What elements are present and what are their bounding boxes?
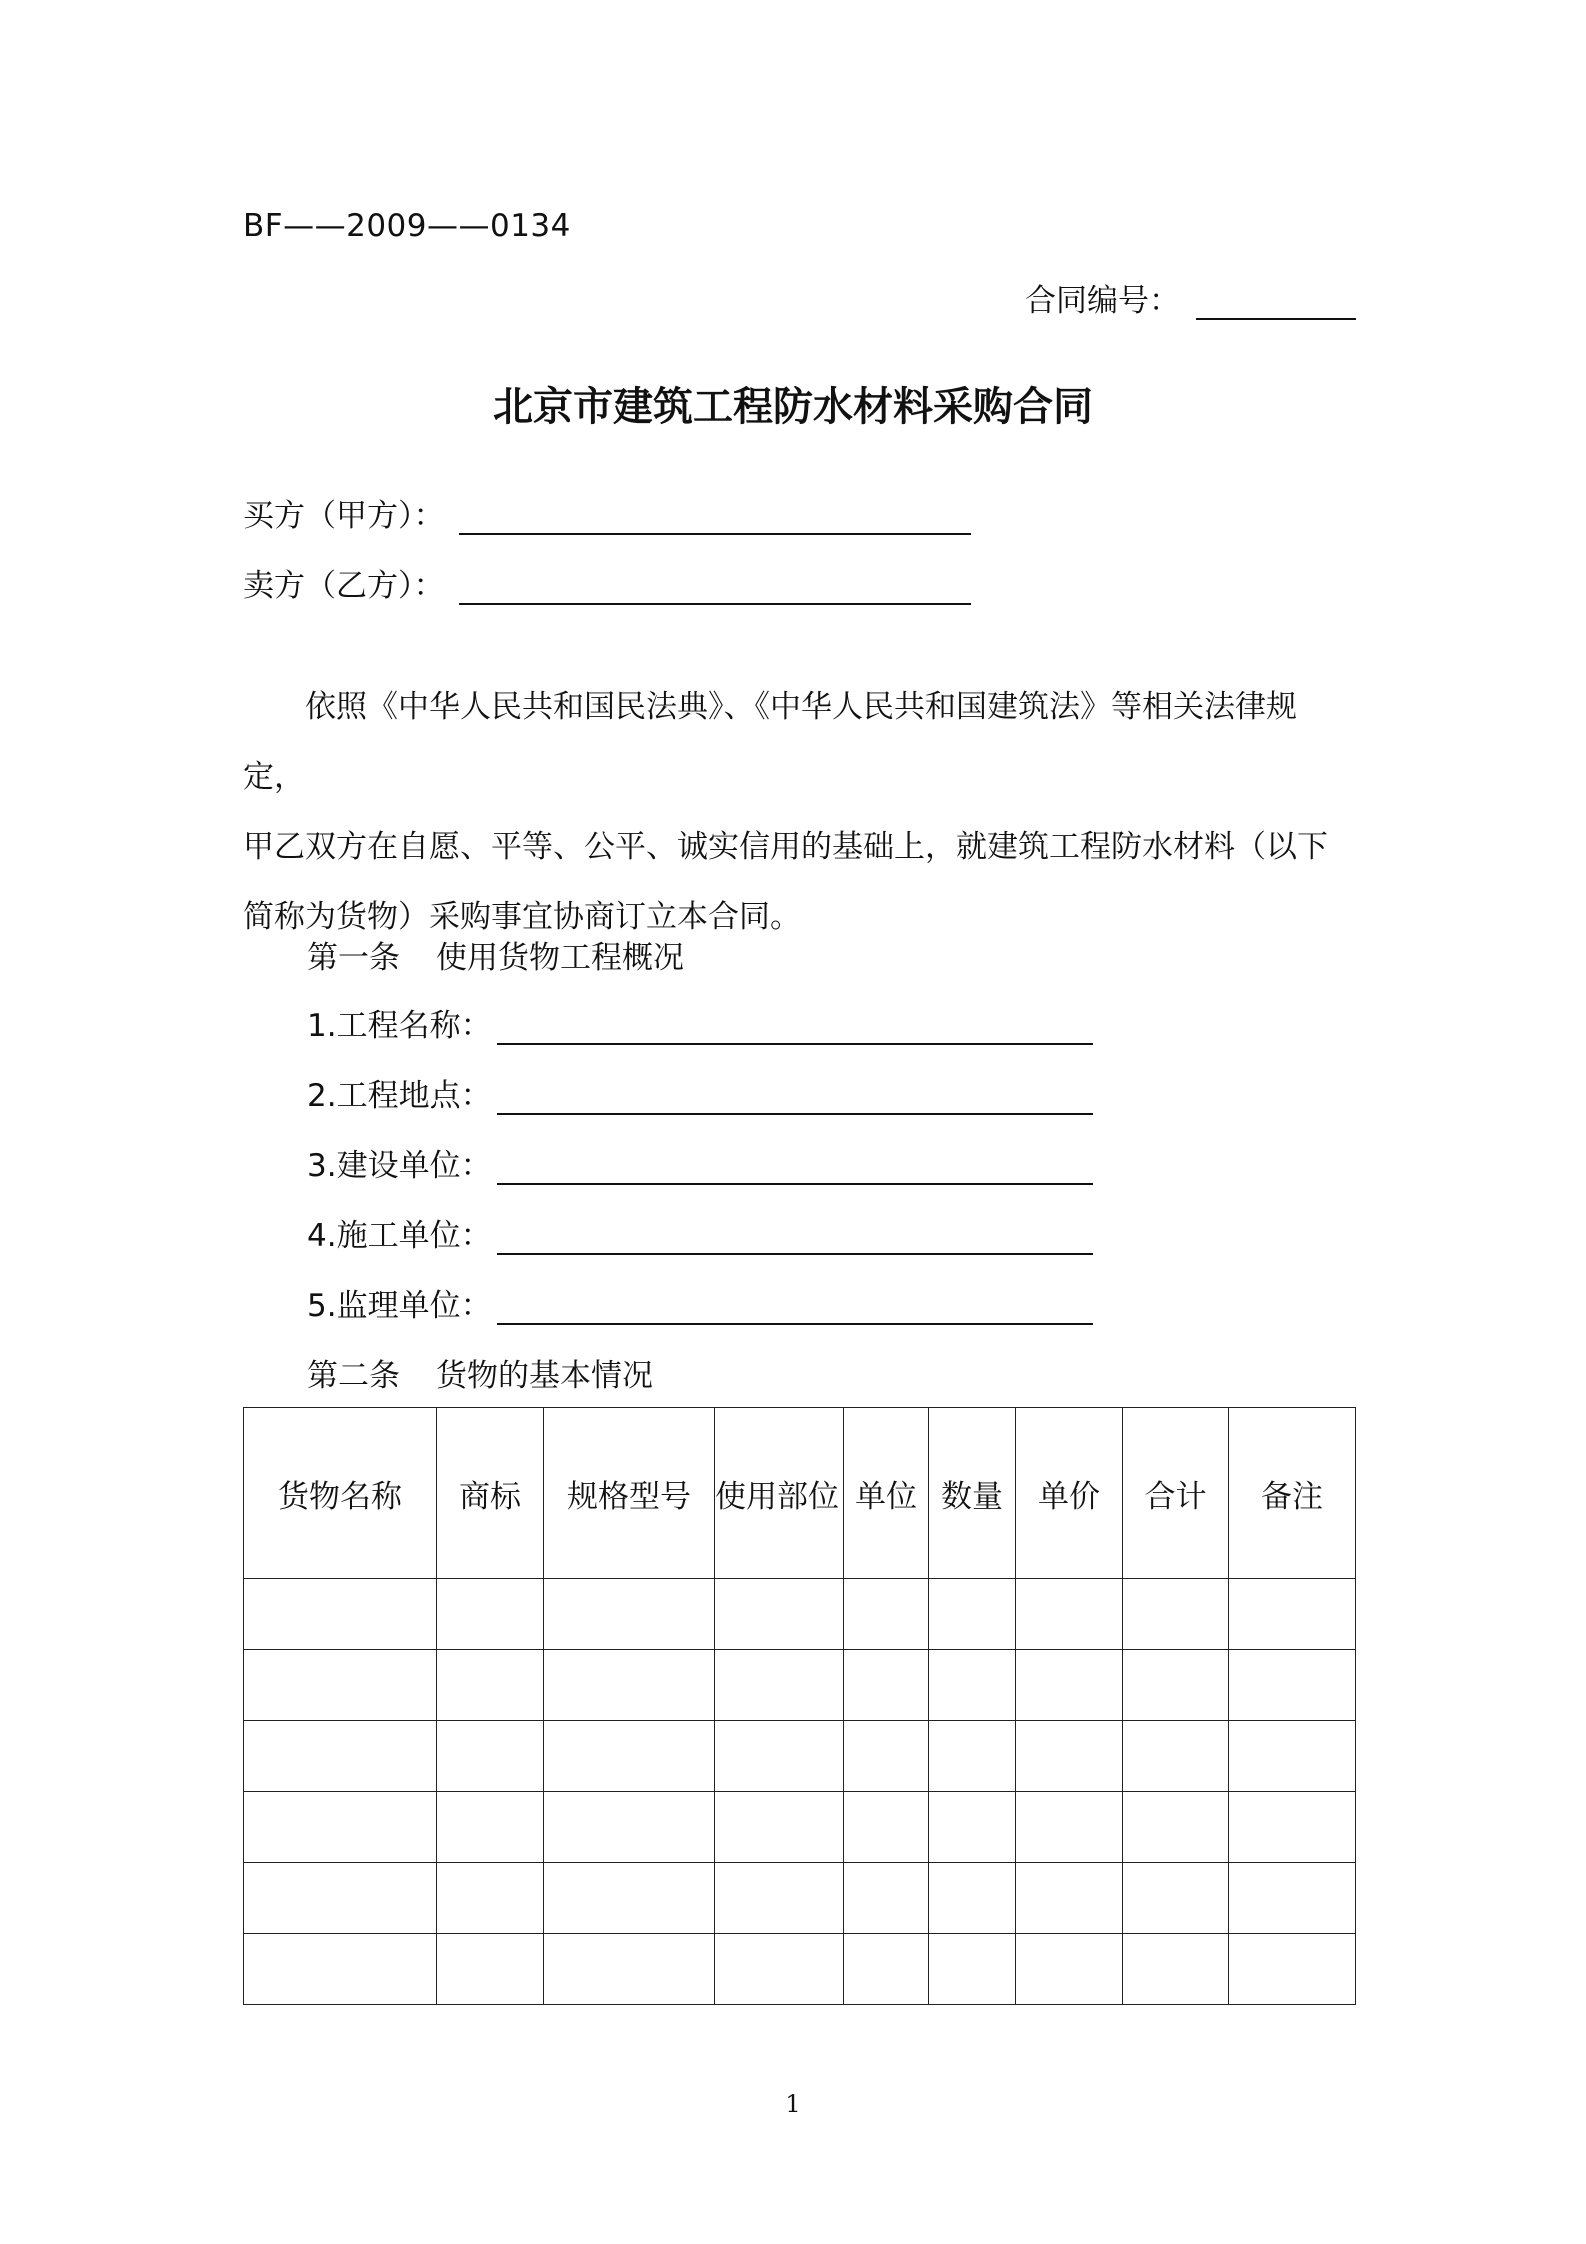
field-label: 3.建设单位： — [307, 1148, 492, 1184]
field-blank — [497, 1003, 1093, 1045]
table-cell[interactable] — [844, 1579, 929, 1650]
intro-line: 甲乙双方在自愿、平等、公平、诚实信用的基础上，就建筑工程防水材料（以下 — [243, 829, 1328, 865]
table-cell[interactable] — [1016, 1792, 1123, 1863]
table-cell[interactable] — [1016, 1721, 1123, 1792]
table-cell[interactable] — [715, 1650, 844, 1721]
table-row — [244, 1650, 1356, 1721]
buyer-label: 买方（甲方）： — [243, 498, 445, 534]
table-cell[interactable] — [244, 1792, 437, 1863]
field-blank — [497, 1143, 1093, 1185]
article-2-title: 货物的基本情况 — [436, 1358, 653, 1394]
table-cell[interactable] — [844, 1721, 929, 1792]
field-project-location — [307, 1070, 1093, 1115]
table-cell[interactable] — [929, 1792, 1016, 1863]
column-header: 单价 — [1016, 1408, 1123, 1579]
table-cell[interactable] — [1229, 1934, 1356, 2005]
table-cell[interactable] — [844, 1650, 929, 1721]
table-cell[interactable] — [715, 1934, 844, 2005]
column-header: 货物名称 — [244, 1408, 437, 1579]
field-project-name — [307, 1000, 1093, 1045]
field-blank — [497, 1073, 1093, 1115]
table-cell[interactable] — [544, 1863, 715, 1934]
document-title: 北京市建筑工程防水材料采购合同 — [493, 384, 1093, 430]
table-cell[interactable] — [1229, 1792, 1356, 1863]
buyer-blank — [459, 493, 971, 535]
table-cell[interactable] — [1123, 1863, 1229, 1934]
table-cell[interactable] — [844, 1934, 929, 2005]
intro-paragraph — [243, 672, 1353, 952]
table-cell[interactable] — [1123, 1792, 1229, 1863]
contract-number-label: 合同编号： — [1025, 283, 1180, 319]
table-cell[interactable] — [244, 1934, 437, 2005]
seller-blank — [459, 563, 971, 605]
table-cell[interactable] — [715, 1863, 844, 1934]
article-1-heading — [307, 932, 684, 977]
field-blank — [497, 1283, 1093, 1325]
table-row — [244, 1863, 1356, 1934]
table-cell[interactable] — [929, 1721, 1016, 1792]
field-supervision-unit — [307, 1280, 1093, 1325]
table-cell[interactable] — [437, 1650, 544, 1721]
table-cell[interactable] — [929, 1650, 1016, 1721]
page-number: 1 — [785, 2090, 801, 2118]
article-1-title: 使用货物工程概况 — [436, 940, 684, 976]
column-header: 使用部位 — [715, 1408, 844, 1579]
table-cell[interactable] — [715, 1721, 844, 1792]
column-header: 数量 — [929, 1408, 1016, 1579]
table-cell[interactable] — [929, 1579, 1016, 1650]
table-cell[interactable] — [1016, 1579, 1123, 1650]
table-cell[interactable] — [544, 1650, 715, 1721]
table-cell[interactable] — [244, 1721, 437, 1792]
table-row — [244, 1579, 1356, 1650]
field-label: 4.施工单位： — [307, 1218, 492, 1254]
table-row — [244, 1934, 1356, 2005]
table-row — [244, 1792, 1356, 1863]
article-2-number: 第二条 — [307, 1358, 400, 1394]
table-cell[interactable] — [1229, 1721, 1356, 1792]
buyer-field — [243, 490, 971, 535]
table-cell[interactable] — [437, 1721, 544, 1792]
table-cell[interactable] — [1229, 1579, 1356, 1650]
table-cell[interactable] — [1123, 1934, 1229, 2005]
table-cell[interactable] — [715, 1579, 844, 1650]
seller-label: 卖方（乙方）： — [243, 568, 445, 604]
column-header: 规格型号 — [544, 1408, 715, 1579]
table-cell[interactable] — [1016, 1934, 1123, 2005]
article-2-heading — [307, 1350, 653, 1395]
table-cell[interactable] — [1016, 1650, 1123, 1721]
table-cell[interactable] — [715, 1792, 844, 1863]
document-code: BF——2009——0134 — [243, 208, 571, 244]
column-header: 备注 — [1229, 1408, 1356, 1579]
field-construction-unit — [307, 1140, 1093, 1185]
field-contractor-unit — [307, 1210, 1093, 1255]
column-header: 合计 — [1123, 1408, 1229, 1579]
table-cell[interactable] — [437, 1863, 544, 1934]
table-header-row — [244, 1408, 1356, 1579]
table-cell[interactable] — [244, 1579, 437, 1650]
intro-line: 简称为货物）采购事宜协商订立本合同。 — [243, 899, 801, 935]
table-cell[interactable] — [244, 1863, 437, 1934]
table-cell[interactable] — [244, 1650, 437, 1721]
field-label: 5.监理单位： — [307, 1288, 492, 1324]
table-cell[interactable] — [544, 1721, 715, 1792]
table-cell[interactable] — [1123, 1579, 1229, 1650]
table-cell[interactable] — [844, 1792, 929, 1863]
intro-line: 依照《中华人民共和国民法典》、《中华人民共和国建筑法》等相关法律规定， — [243, 689, 1297, 795]
field-label: 1.工程名称： — [307, 1008, 492, 1044]
table-cell[interactable] — [437, 1792, 544, 1863]
contract-number-field — [1025, 275, 1356, 320]
table-cell[interactable] — [544, 1579, 715, 1650]
column-header: 商标 — [437, 1408, 544, 1579]
table-cell[interactable] — [1229, 1863, 1356, 1934]
table-body — [244, 1579, 1356, 2005]
seller-field — [243, 560, 971, 605]
table-cell[interactable] — [929, 1934, 1016, 2005]
table-cell[interactable] — [544, 1934, 715, 2005]
column-header: 单位 — [844, 1408, 929, 1579]
table-cell[interactable] — [1016, 1863, 1123, 1934]
table-cell[interactable] — [437, 1934, 544, 2005]
table-cell[interactable] — [1123, 1721, 1229, 1792]
table-row — [244, 1721, 1356, 1792]
article-1-number: 第一条 — [307, 940, 400, 976]
table-cell[interactable] — [1229, 1650, 1356, 1721]
table-cell[interactable] — [1123, 1650, 1229, 1721]
table-cell[interactable] — [437, 1579, 544, 1650]
contract-number-blank — [1196, 282, 1356, 320]
field-blank — [497, 1213, 1093, 1255]
goods-table — [243, 1407, 1356, 2005]
table-cell[interactable] — [929, 1863, 1016, 1934]
table-cell[interactable] — [844, 1863, 929, 1934]
table-cell[interactable] — [544, 1792, 715, 1863]
field-label: 2.工程地点： — [307, 1078, 492, 1114]
